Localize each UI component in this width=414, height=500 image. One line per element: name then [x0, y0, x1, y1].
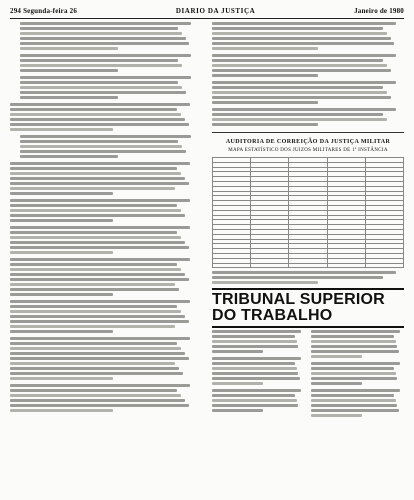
text-line-placeholder — [10, 315, 185, 318]
text-block — [311, 330, 404, 358]
text-line-placeholder — [212, 69, 391, 72]
court-text — [212, 330, 404, 421]
text-line-placeholder — [212, 409, 263, 412]
text-block — [212, 330, 305, 353]
court-text-column — [311, 330, 404, 421]
text-line-placeholder — [212, 32, 387, 35]
text-line-placeholder — [212, 27, 383, 30]
text-line-placeholder — [311, 372, 396, 375]
text-line-placeholder — [212, 96, 391, 99]
table-cell — [365, 263, 403, 268]
text-line-placeholder — [311, 414, 362, 417]
text-line-placeholder — [10, 367, 179, 370]
text-line-placeholder — [311, 409, 399, 412]
text-line-placeholder — [20, 86, 182, 89]
text-line-placeholder — [10, 209, 181, 212]
text-block — [20, 76, 198, 99]
text-line-placeholder — [10, 192, 113, 195]
text-block — [10, 300, 198, 333]
text-line-placeholder — [10, 128, 113, 131]
text-line-placeholder — [10, 278, 189, 281]
text-line-placeholder — [10, 103, 190, 106]
text-line-placeholder — [20, 22, 191, 25]
text-line-placeholder — [311, 382, 362, 385]
text-line-placeholder — [10, 337, 190, 340]
text-line-placeholder — [10, 409, 113, 412]
page-header — [10, 6, 404, 19]
text-line-placeholder — [311, 330, 400, 333]
text-line-placeholder — [212, 59, 383, 62]
text-line-placeholder — [10, 187, 175, 190]
text-block — [20, 22, 198, 50]
header-left — [10, 7, 77, 15]
text-line-placeholder — [212, 86, 383, 89]
text-block — [10, 226, 198, 254]
text-line-placeholder — [10, 204, 177, 207]
text-line-placeholder — [212, 123, 318, 126]
text-line-placeholder — [10, 330, 113, 333]
text-line-placeholder — [212, 377, 300, 380]
text-line-placeholder — [20, 145, 182, 148]
text-block — [212, 81, 404, 104]
text-line-placeholder — [212, 389, 301, 392]
text-line-placeholder — [311, 340, 396, 343]
text-line-placeholder — [212, 81, 396, 84]
text-line-placeholder — [212, 362, 295, 365]
text-line-placeholder — [20, 42, 189, 45]
text-block — [212, 22, 404, 50]
text-line-placeholder — [10, 372, 183, 375]
text-line-placeholder — [10, 177, 185, 180]
text-block — [10, 258, 198, 296]
text-line-placeholder — [10, 310, 181, 313]
text-line-placeholder — [311, 335, 394, 338]
text-line-placeholder — [212, 372, 298, 375]
text-block — [212, 357, 305, 385]
text-block — [212, 54, 404, 77]
text-line-placeholder — [212, 367, 297, 370]
text-line-placeholder — [10, 167, 177, 170]
text-block — [212, 271, 404, 284]
text-line-placeholder — [20, 135, 191, 138]
publication-title: DIARIO DA JUSTIÇA — [175, 7, 256, 15]
table-cell — [251, 263, 289, 268]
text-block — [10, 337, 198, 380]
text-line-placeholder — [20, 150, 186, 153]
text-line-placeholder — [10, 342, 177, 345]
text-line-placeholder — [212, 330, 301, 333]
text-line-placeholder — [10, 241, 185, 244]
text-line-placeholder — [10, 320, 189, 323]
text-line-placeholder — [20, 155, 118, 158]
table-cell — [289, 263, 327, 268]
text-block — [212, 389, 305, 412]
text-line-placeholder — [10, 226, 190, 229]
table-row — [213, 263, 404, 268]
text-line-placeholder — [10, 288, 179, 291]
text-block — [10, 384, 198, 412]
divider — [212, 132, 404, 133]
text-line-placeholder — [212, 281, 318, 284]
text-line-placeholder — [212, 340, 297, 343]
text-line-placeholder — [10, 377, 113, 380]
text-line-placeholder — [212, 404, 298, 407]
text-line-placeholder — [20, 69, 118, 72]
text-line-placeholder — [212, 74, 318, 77]
text-line-placeholder — [10, 258, 190, 261]
text-line-placeholder — [212, 118, 387, 121]
text-line-placeholder — [20, 47, 118, 50]
text-line-placeholder — [212, 37, 391, 40]
text-line-placeholder — [212, 47, 318, 50]
text-line-placeholder — [10, 325, 175, 328]
court-text-column — [212, 330, 305, 421]
text-line-placeholder — [10, 251, 113, 254]
text-line-placeholder — [10, 123, 189, 126]
text-line-placeholder — [212, 382, 263, 385]
text-block — [20, 54, 198, 72]
court-title: TRIBUNAL SUPERIOR DO TRABALHO — [212, 288, 404, 328]
text-line-placeholder — [10, 113, 181, 116]
text-line-placeholder — [10, 172, 181, 175]
text-line-placeholder — [212, 271, 396, 274]
text-line-placeholder — [10, 347, 181, 350]
text-line-placeholder — [20, 140, 178, 143]
text-line-placeholder — [311, 404, 397, 407]
text-block — [20, 135, 198, 158]
text-block — [212, 108, 404, 126]
table-cell — [327, 263, 365, 268]
text-line-placeholder — [10, 389, 177, 392]
text-line-placeholder — [20, 27, 178, 30]
text-block — [311, 389, 404, 417]
text-line-placeholder — [20, 64, 182, 67]
text-line-placeholder — [212, 345, 298, 348]
text-line-placeholder — [10, 231, 177, 234]
text-line-placeholder — [10, 300, 190, 303]
text-line-placeholder — [10, 182, 189, 185]
right-top-text — [212, 22, 404, 126]
text-line-placeholder — [212, 350, 263, 353]
text-line-placeholder — [311, 377, 397, 380]
text-line-placeholder — [212, 54, 396, 57]
text-line-placeholder — [212, 113, 383, 116]
text-line-placeholder — [10, 214, 185, 217]
text-line-placeholder — [10, 293, 113, 296]
section-subheading: MAPA ESTATÍSTICO DOS JUIZOS MILITARES DE 1ª INSTÂNCIA — [228, 148, 388, 153]
right-column — [212, 22, 404, 421]
text-line-placeholder — [212, 22, 396, 25]
section-heading: AUDITORIA DE CORREIÇÃO DA JUSTIÇA MILITAR — [225, 139, 391, 145]
text-line-placeholder — [311, 389, 400, 392]
text-line-placeholder — [10, 199, 190, 202]
text-line-placeholder — [212, 335, 295, 338]
text-line-placeholder — [10, 352, 185, 355]
text-line-placeholder — [10, 399, 185, 402]
text-line-placeholder — [311, 350, 399, 353]
text-block — [10, 199, 198, 222]
text-line-placeholder — [20, 32, 182, 35]
text-line-placeholder — [10, 404, 189, 407]
text-line-placeholder — [212, 91, 387, 94]
text-line-placeholder — [311, 399, 396, 402]
text-line-placeholder — [20, 54, 191, 57]
text-line-placeholder — [20, 76, 191, 79]
text-block — [10, 162, 198, 195]
text-line-placeholder — [311, 367, 394, 370]
day-name: Segunda-feira — [23, 7, 68, 15]
text-line-placeholder — [20, 81, 178, 84]
text-line-placeholder — [212, 42, 394, 45]
text-line-placeholder — [311, 362, 400, 365]
text-line-placeholder — [10, 394, 181, 397]
text-block — [311, 362, 404, 385]
statistics-table — [212, 157, 404, 268]
text-line-placeholder — [311, 394, 394, 397]
text-line-placeholder — [20, 59, 178, 62]
text-line-placeholder — [212, 394, 295, 397]
text-line-placeholder — [20, 37, 186, 40]
day-number: 26 — [69, 7, 78, 15]
page-number: 294 — [10, 7, 22, 15]
text-block — [10, 103, 198, 131]
table-notes — [212, 271, 404, 284]
text-line-placeholder — [311, 345, 397, 348]
text-line-placeholder — [10, 162, 190, 165]
text-line-placeholder — [311, 355, 362, 358]
text-line-placeholder — [10, 268, 181, 271]
text-line-placeholder — [10, 263, 177, 266]
text-line-placeholder — [10, 236, 181, 239]
text-line-placeholder — [20, 96, 118, 99]
text-line-placeholder — [212, 108, 396, 111]
text-line-placeholder — [20, 91, 186, 94]
issue-date: Janeiro de 1980 — [354, 7, 404, 15]
text-line-placeholder — [10, 305, 177, 308]
text-line-placeholder — [212, 101, 318, 104]
text-line-placeholder — [10, 384, 190, 387]
text-line-placeholder — [212, 357, 301, 360]
table-cell — [213, 263, 251, 268]
text-line-placeholder — [10, 273, 185, 276]
text-line-placeholder — [212, 276, 383, 279]
text-line-placeholder — [10, 219, 113, 222]
left-column — [10, 22, 198, 416]
text-line-placeholder — [10, 118, 185, 121]
text-line-placeholder — [10, 246, 189, 249]
text-line-placeholder — [10, 362, 175, 365]
text-line-placeholder — [212, 399, 297, 402]
text-line-placeholder — [10, 283, 175, 286]
text-line-placeholder — [10, 357, 189, 360]
text-line-placeholder — [212, 64, 387, 67]
text-line-placeholder — [10, 108, 177, 111]
